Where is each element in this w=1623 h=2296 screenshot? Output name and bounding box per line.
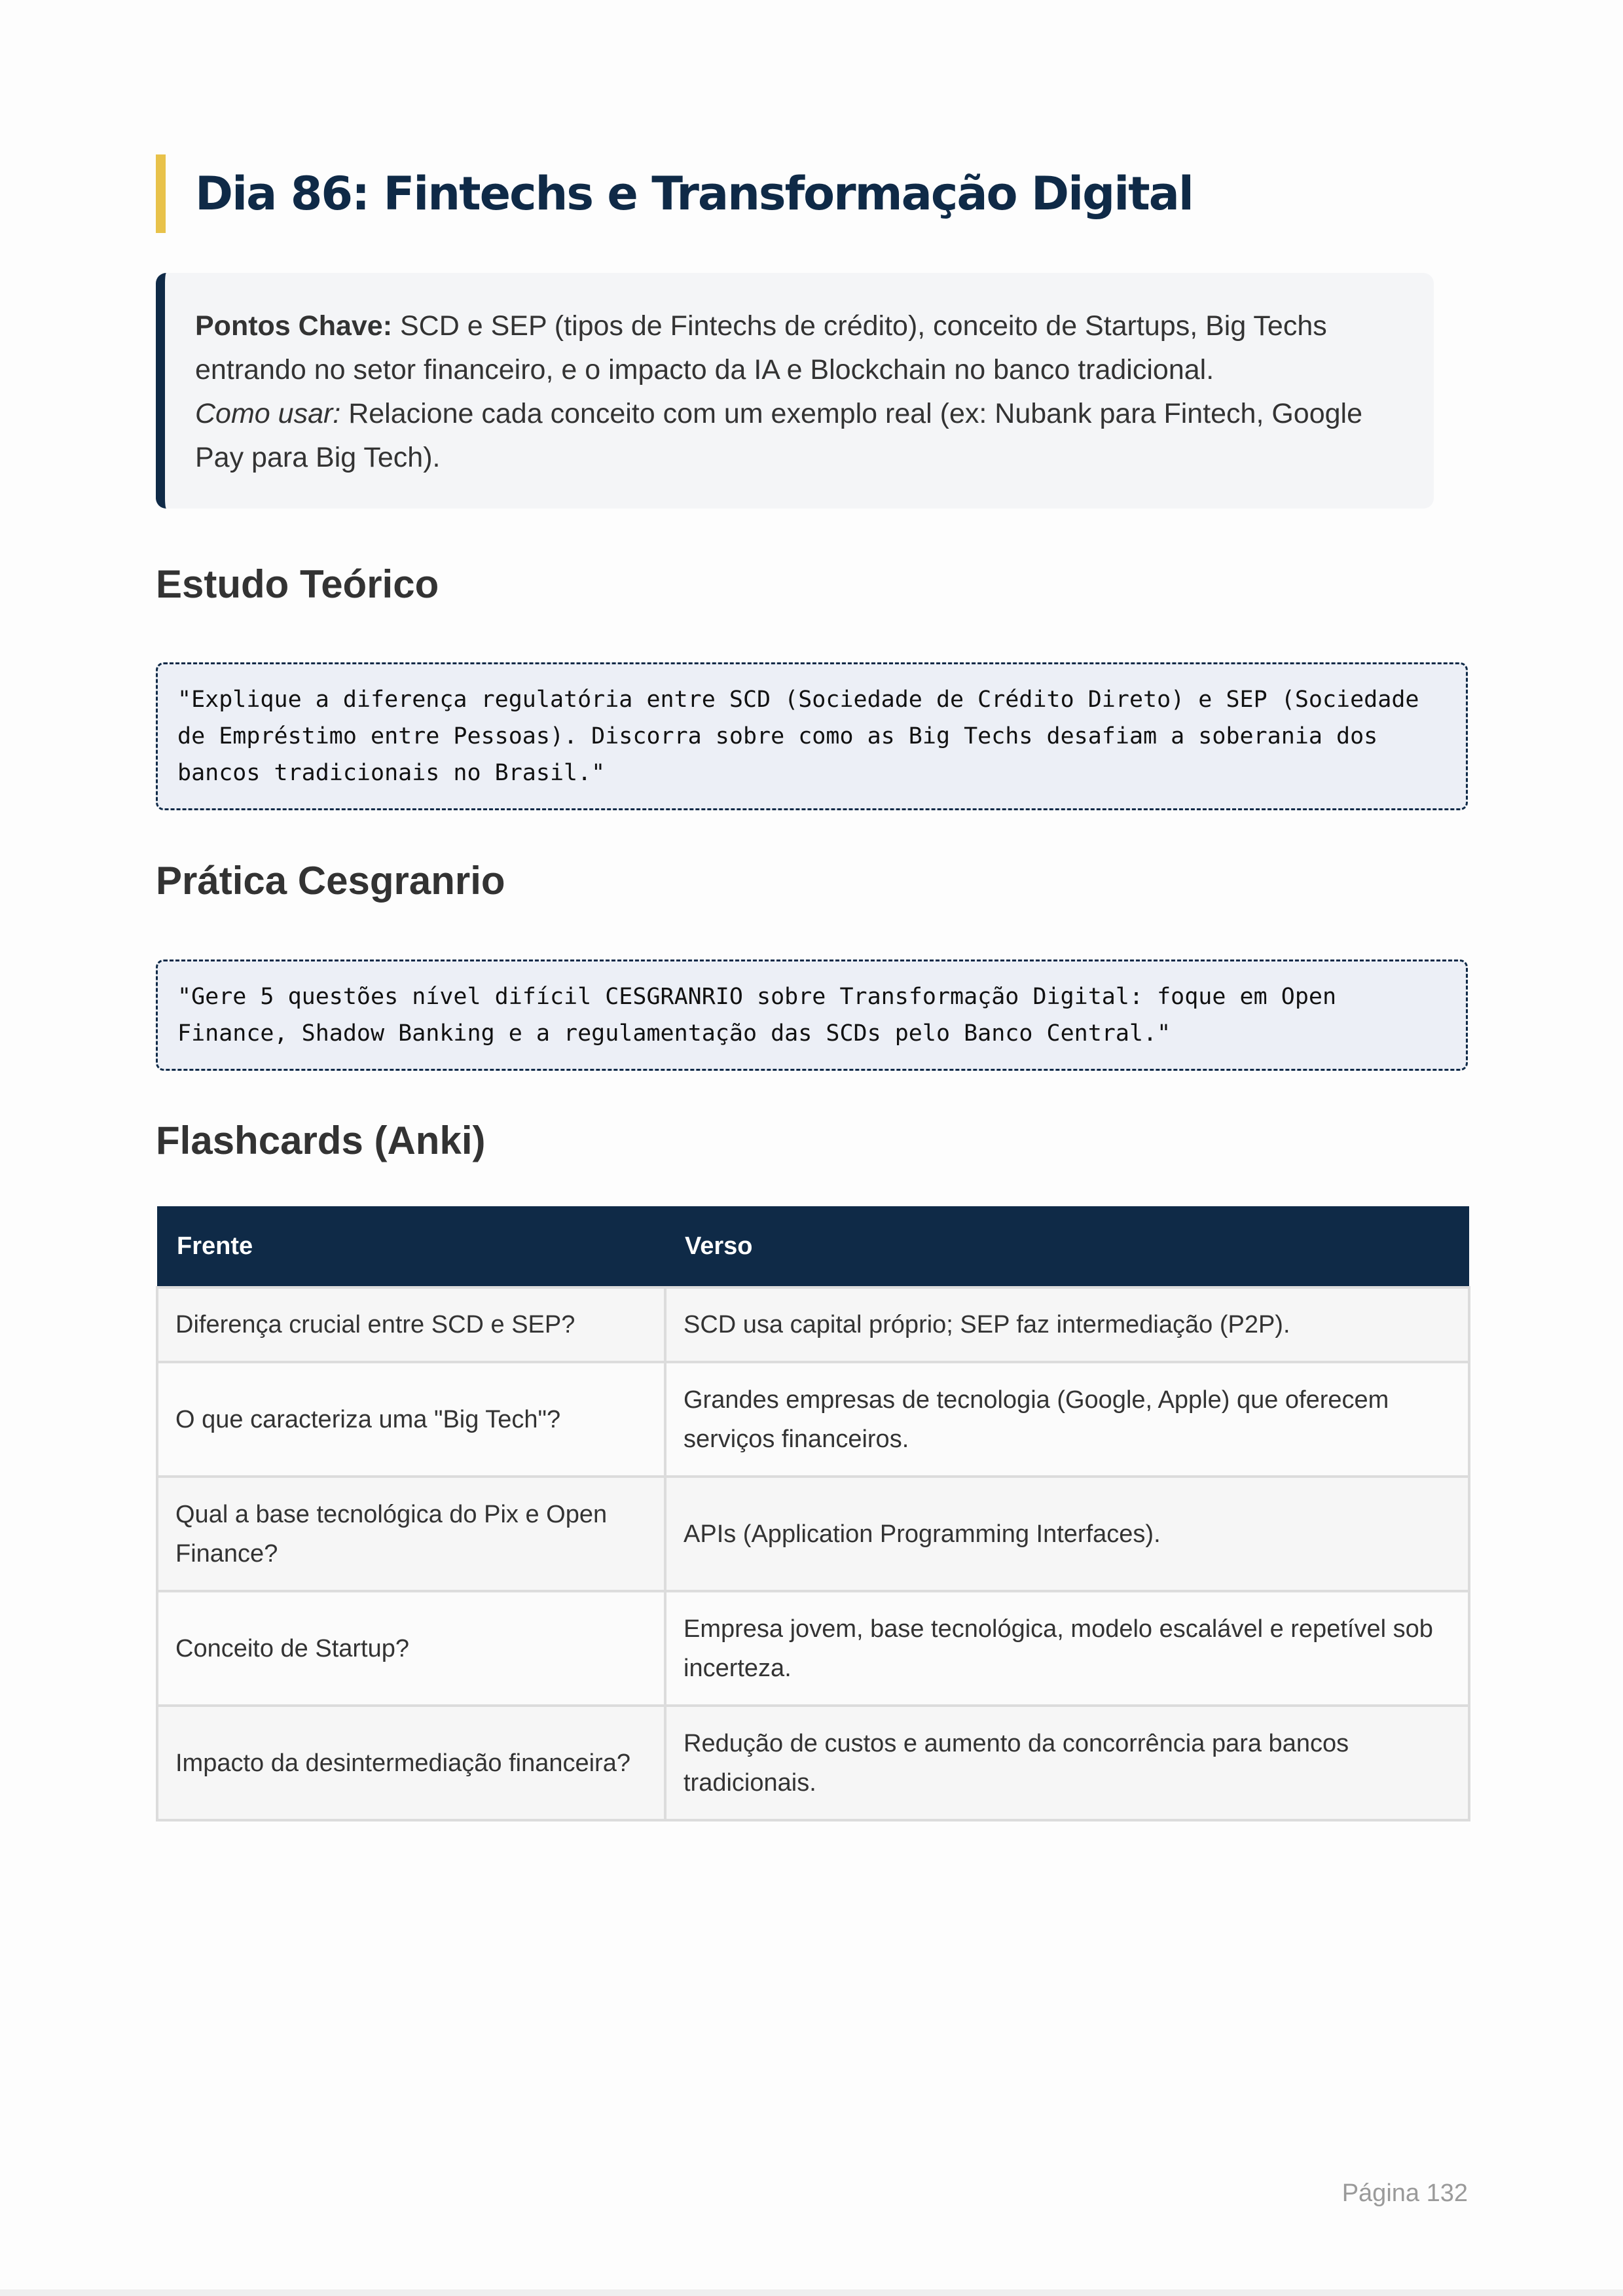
flashcard-back: Grandes empresas de tecnologia (Google, Apple) que oferecem serviços financeiros.	[665, 1362, 1469, 1477]
key-points-label: Pontos Chave:	[195, 310, 393, 342]
key-points-text: SCD e SEP (tipos de Fintechs de crédito), conceito de Startups, Big Techs entrando no setor financeiro, e o impacto da IA e Blockchain no banco tradicional.	[195, 310, 1327, 386]
table-row	[157, 1362, 1469, 1477]
practice-prompt-box: "Gere 5 questões nível difícil CESGRANRIO sobre Transformação Digital: foque em Open Finance, Shadow Banking e a regulamentação das SCDs pelo Banco Central."	[156, 960, 1468, 1071]
flashcard-back: Redução de custos e aumento da concorrência para bancos tradicionais.	[665, 1706, 1469, 1820]
column-header-back: Verso	[665, 1206, 1469, 1287]
column-header-front: Frente	[157, 1206, 665, 1287]
page-number: Página 132	[1341, 2179, 1468, 2207]
theory-prompt-box: "Explique a diferença regulatória entre SCD (Sociedade de Crédito Direto) e SEP (Sociedade de Empréstimo entre Pessoas). Discorra sobre como as Big Techs desafiam a soberania dos bancos tradicionais no Brasil."	[156, 662, 1468, 810]
table-row	[157, 1591, 1469, 1706]
flashcard-front: Impacto da desintermediação financeira?	[157, 1706, 665, 1820]
section-title-theory: Estudo Teórico	[156, 562, 439, 606]
flashcard-front: Diferença crucial entre SCD e SEP?	[157, 1287, 665, 1362]
page-title: Dia 86: Fintechs e Transformação Digital	[195, 167, 1193, 221]
title-block	[156, 154, 1193, 233]
flashcard-back: Empresa jovem, base tecnológica, modelo escalável e repetível sob incerteza.	[665, 1591, 1469, 1706]
table-row	[157, 1287, 1469, 1362]
usage-paragraph	[195, 392, 1395, 480]
table-row	[157, 1706, 1469, 1820]
flashcard-front: O que caracteriza uma "Big Tech"?	[157, 1362, 665, 1477]
flashcard-front: Conceito de Startup?	[157, 1591, 665, 1706]
key-points-callout	[156, 273, 1434, 509]
page-bottom-divider	[0, 2289, 1623, 2296]
flashcard-back: APIs (Application Programming Interfaces).	[665, 1477, 1469, 1591]
usage-text: Relacione cada conceito com um exemplo real (ex: Nubank para Fintech, Google Pay para Big Tech).	[195, 398, 1363, 473]
flashcard-front: Qual a base tecnológica do Pix e Open Finance?	[157, 1477, 665, 1591]
flashcards-table	[156, 1206, 1470, 1821]
section-title-flashcards: Flashcards (Anki)	[156, 1119, 486, 1162]
section-title-practice: Prática Cesgranrio	[156, 859, 505, 903]
flashcard-back: SCD usa capital próprio; SEP faz intermediação (P2P).	[665, 1287, 1469, 1362]
table-header-row	[157, 1206, 1469, 1287]
key-points-paragraph	[195, 304, 1395, 392]
table-row	[157, 1477, 1469, 1591]
usage-label: Como usar:	[195, 398, 341, 429]
